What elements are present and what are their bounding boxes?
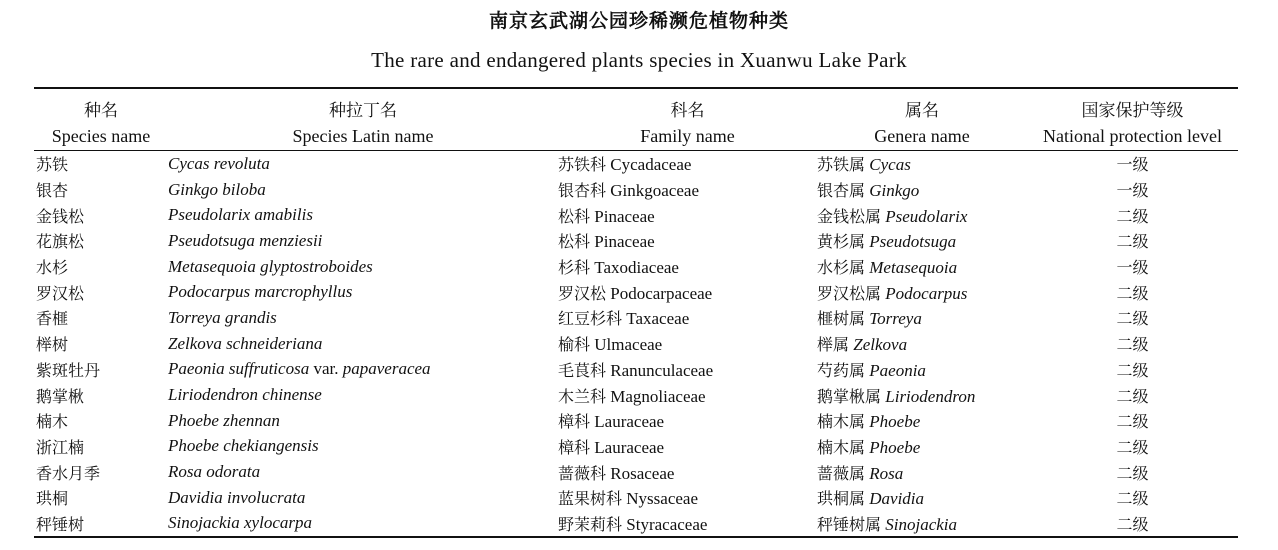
species-name-cell: 楠木 — [36, 412, 69, 432]
family-name-cell — [558, 151, 817, 177]
species-name-cell: 珙桐 — [36, 489, 69, 509]
family-name-cn: 蔷薇科 — [558, 463, 607, 483]
table-row — [34, 434, 1238, 460]
genus-name-en: Phoebe — [869, 437, 921, 457]
family-name-cn: 樟科 — [558, 412, 591, 432]
genus-name-cn: 榉属 — [817, 335, 850, 355]
genus-name-en: Podocarpus — [885, 283, 968, 303]
family-name-en: Lauraceae — [594, 437, 665, 457]
genus-name-en: Torreya — [869, 309, 922, 329]
genus-name-cn: 黄杉属 — [817, 232, 866, 252]
protection-level-cell: 二级 — [1116, 360, 1149, 380]
family-name-en: Podocarpaceae — [610, 283, 713, 303]
latin-name-cell — [168, 357, 558, 383]
family-name-cn: 杉科 — [558, 258, 591, 278]
header-genus-name-cn: 属名 — [817, 88, 1027, 122]
header-row-chinese — [34, 88, 1238, 122]
latin-name-cell — [168, 408, 558, 434]
genus-name-cell — [817, 151, 1027, 177]
family-name-en: Ginkgoaceae — [610, 181, 699, 201]
latin-name: Phoebe chekiangensis — [168, 436, 319, 456]
header-latin-name-en: Species Latin name — [168, 122, 558, 151]
species-name-cell: 浙江楠 — [36, 437, 85, 457]
species-name-cell: 鹅掌楸 — [36, 386, 85, 406]
species-name-cell: 银杏 — [36, 181, 69, 201]
latin-variety-name: papaveracea — [342, 359, 431, 379]
genus-name-en: Ginkgo — [869, 181, 920, 201]
latin-name-cell — [168, 177, 558, 203]
genus-name-en: Liriodendron — [885, 386, 976, 406]
genus-name-cn: 苏铁属 — [817, 155, 866, 175]
latin-name: Sinojackia xylocarpa — [168, 513, 312, 533]
family-name-cell — [558, 434, 817, 460]
genus-name-cn: 珙桐属 — [817, 489, 866, 509]
latin-name-cell — [168, 279, 558, 305]
genus-name-cell — [817, 228, 1027, 254]
table-row — [34, 279, 1238, 305]
genus-name-cell — [817, 511, 1027, 538]
species-name-cell: 罗汉松 — [36, 283, 85, 303]
genus-name-cn: 金钱松属 — [817, 206, 882, 226]
header-row-english — [34, 122, 1238, 151]
family-name-en: Ranunculaceae — [610, 360, 714, 380]
genus-name-cell — [817, 408, 1027, 434]
family-name-cn: 野茉莉科 — [558, 514, 623, 534]
table-body — [34, 151, 1238, 538]
family-name-en: Lauraceae — [594, 412, 665, 432]
genus-name-cn: 秤锤树属 — [817, 514, 882, 534]
genus-name-en: Pseudolarix — [885, 206, 968, 226]
genus-name-en: Davidia — [869, 489, 925, 509]
genus-name-en: Metasequoia — [869, 258, 958, 278]
protection-level-cell: 二级 — [1116, 412, 1149, 432]
latin-name: Davidia involucrata — [168, 487, 306, 507]
table-row — [34, 177, 1238, 203]
latin-name: Torreya grandis — [168, 307, 277, 327]
genus-name-en: Sinojackia — [885, 514, 958, 534]
genus-name-cn: 芍药属 — [817, 360, 866, 380]
table-row — [34, 254, 1238, 280]
species-name-cell: 榉树 — [36, 335, 69, 355]
table-row — [34, 305, 1238, 331]
genus-name-cn: 鹅掌楸属 — [817, 386, 882, 406]
table-title-chinese: 南京玄武湖公园珍稀濒危植物种类 — [488, 10, 789, 32]
header-family-name-cn: 科名 — [558, 88, 817, 122]
latin-name: Paeonia suffruticosa — [168, 359, 310, 379]
latin-name: Cycas revoluta — [168, 153, 270, 173]
protection-level-cell: 二级 — [1116, 386, 1149, 406]
family-name-cn: 苏铁科 — [558, 155, 607, 175]
genus-name-cell — [817, 485, 1027, 511]
table-title-english: The rare and endangered plants species in Xuanwu Lake Park — [371, 48, 907, 72]
header-species-name-en: Species name — [34, 122, 168, 151]
protection-level-cell: 二级 — [1116, 206, 1149, 226]
latin-name-cell — [168, 228, 558, 254]
family-name-en: Nyssaceae — [626, 489, 699, 509]
family-name-en: Pinaceae — [594, 206, 655, 226]
protection-level-cell: 一级 — [1116, 258, 1149, 278]
protection-level-cell: 二级 — [1116, 489, 1149, 509]
family-name-cell — [558, 485, 817, 511]
genus-name-cn: 银杏属 — [817, 181, 866, 201]
family-name-cell — [558, 305, 817, 331]
table-row — [34, 459, 1238, 485]
family-name-en: Taxaceae — [626, 309, 690, 329]
latin-name: Rosa odorata — [168, 462, 261, 482]
family-name-cell — [558, 228, 817, 254]
family-name-cn: 蓝果树科 — [558, 489, 623, 509]
table-row — [34, 382, 1238, 408]
protection-level-cell: 二级 — [1116, 232, 1149, 252]
genus-name-cell — [817, 177, 1027, 203]
latin-variety-marker: var. — [313, 359, 339, 379]
family-name-cn: 木兰科 — [558, 386, 607, 406]
protection-level-cell: 一级 — [1116, 155, 1149, 175]
family-name-cn: 樟科 — [558, 437, 591, 457]
table-row — [34, 151, 1238, 177]
genus-name-en: Rosa — [869, 463, 904, 483]
latin-name: Pseudolarix amabilis — [168, 205, 313, 225]
family-name-cell — [558, 382, 817, 408]
genus-name-cell — [817, 331, 1027, 357]
family-name-cn: 榆科 — [558, 335, 591, 355]
species-name-cell: 花旗松 — [36, 232, 85, 252]
family-name-en: Ulmaceae — [594, 335, 663, 355]
species-table — [34, 87, 1238, 538]
protection-level-cell: 二级 — [1116, 309, 1149, 329]
genus-name-cell — [817, 382, 1027, 408]
species-name-cell: 紫斑牡丹 — [36, 360, 101, 380]
protection-level-cell: 二级 — [1116, 283, 1149, 303]
latin-name: Zelkova schneideriana — [168, 333, 323, 353]
family-name-cn: 松科 — [558, 232, 591, 252]
latin-name-cell — [168, 511, 558, 538]
latin-name-cell — [168, 151, 558, 177]
genus-name-en: Cycas — [869, 155, 911, 175]
family-name-cell — [558, 331, 817, 357]
family-name-en: Taxodiaceae — [594, 258, 679, 278]
latin-name-cell — [168, 331, 558, 357]
family-name-cn: 银杏科 — [558, 181, 607, 201]
family-name-cn: 毛茛科 — [558, 360, 607, 380]
genus-name-en: Paeonia — [869, 360, 926, 380]
table-row — [34, 485, 1238, 511]
family-name-cn: 松科 — [558, 206, 591, 226]
species-name-cell: 水杉 — [36, 258, 69, 278]
family-name-en: Cycadaceae — [610, 155, 692, 175]
latin-name-cell — [168, 202, 558, 228]
genus-name-cn: 水杉属 — [817, 258, 866, 278]
latin-name-cell — [168, 434, 558, 460]
family-name-cell — [558, 177, 817, 203]
latin-name-cell — [168, 305, 558, 331]
genus-name-cell — [817, 434, 1027, 460]
family-name-cn: 红豆杉科 — [558, 309, 623, 329]
family-name-cell — [558, 459, 817, 485]
protection-level-cell: 二级 — [1116, 335, 1149, 355]
table-row — [34, 202, 1238, 228]
family-name-en: Styracaceae — [626, 514, 708, 534]
header-genus-name-en: Genera name — [817, 122, 1027, 151]
family-name-cn: 罗汉松 — [558, 283, 607, 303]
genus-name-cn: 楠木属 — [817, 412, 866, 432]
genus-name-cell — [817, 357, 1027, 383]
latin-name: Pseudotsuga menziesii — [168, 230, 323, 250]
family-name-en: Pinaceae — [594, 232, 655, 252]
latin-name: Liriodendron chinense — [168, 385, 322, 405]
family-name-cell — [558, 511, 817, 538]
species-name-cell: 香榧 — [36, 309, 69, 329]
genus-name-cell — [817, 279, 1027, 305]
table-row — [34, 331, 1238, 357]
genus-name-en: Zelkova — [853, 335, 908, 355]
family-name-cell — [558, 202, 817, 228]
species-table-container — [34, 87, 1228, 538]
family-name-cell — [558, 279, 817, 305]
genus-name-cell — [817, 305, 1027, 331]
genus-name-cn: 罗汉松属 — [817, 283, 882, 303]
species-name-cell: 秤锤树 — [34, 511, 168, 538]
family-name-en: Rosaceae — [610, 463, 675, 483]
header-latin-name-cn: 种拉丁名 — [168, 88, 558, 122]
protection-level-cell: 二级 — [1116, 437, 1149, 457]
protection-level-cell: 一级 — [1116, 181, 1149, 201]
latin-name: Metasequoia glyptostroboides — [168, 256, 373, 276]
genus-name-cn: 楠木属 — [817, 437, 866, 457]
table-row — [34, 228, 1238, 254]
genus-name-en: Phoebe — [869, 412, 921, 432]
species-name-cell: 苏铁 — [36, 155, 69, 175]
genus-name-en: Pseudotsuga — [869, 232, 957, 252]
header-protection-level-en: National protection level — [1027, 122, 1238, 151]
family-name-en: Magnoliaceae — [610, 386, 706, 406]
table-row — [34, 357, 1238, 383]
latin-name: Phoebe zhennan — [168, 410, 280, 430]
latin-name-cell — [168, 382, 558, 408]
latin-name-cell — [168, 485, 558, 511]
species-name-cell: 金钱松 — [36, 206, 85, 226]
genus-name-cn: 榧树属 — [817, 309, 866, 329]
genus-name-cell — [817, 254, 1027, 280]
header-species-name-cn: 种名 — [34, 88, 168, 122]
header-protection-level-cn: 国家保护等级 — [1027, 88, 1238, 122]
protection-level-cell: 二级 — [1116, 463, 1149, 483]
latin-name: Podocarpus marcrophyllus — [168, 282, 353, 302]
table-row — [34, 511, 1238, 538]
table-row — [34, 408, 1238, 434]
genus-name-cell — [817, 202, 1027, 228]
species-name-cell: 香水月季 — [36, 463, 101, 483]
latin-name: Ginkgo biloba — [168, 179, 266, 199]
genus-name-cell — [817, 459, 1027, 485]
latin-name-cell — [168, 459, 558, 485]
header-family-name-en: Family name — [558, 122, 817, 151]
latin-name-cell — [168, 254, 558, 280]
family-name-cell — [558, 408, 817, 434]
genus-name-cn: 蔷薇属 — [817, 463, 866, 483]
protection-level-cell: 二级 — [1027, 511, 1238, 538]
family-name-cell — [558, 357, 817, 383]
family-name-cell — [558, 254, 817, 280]
